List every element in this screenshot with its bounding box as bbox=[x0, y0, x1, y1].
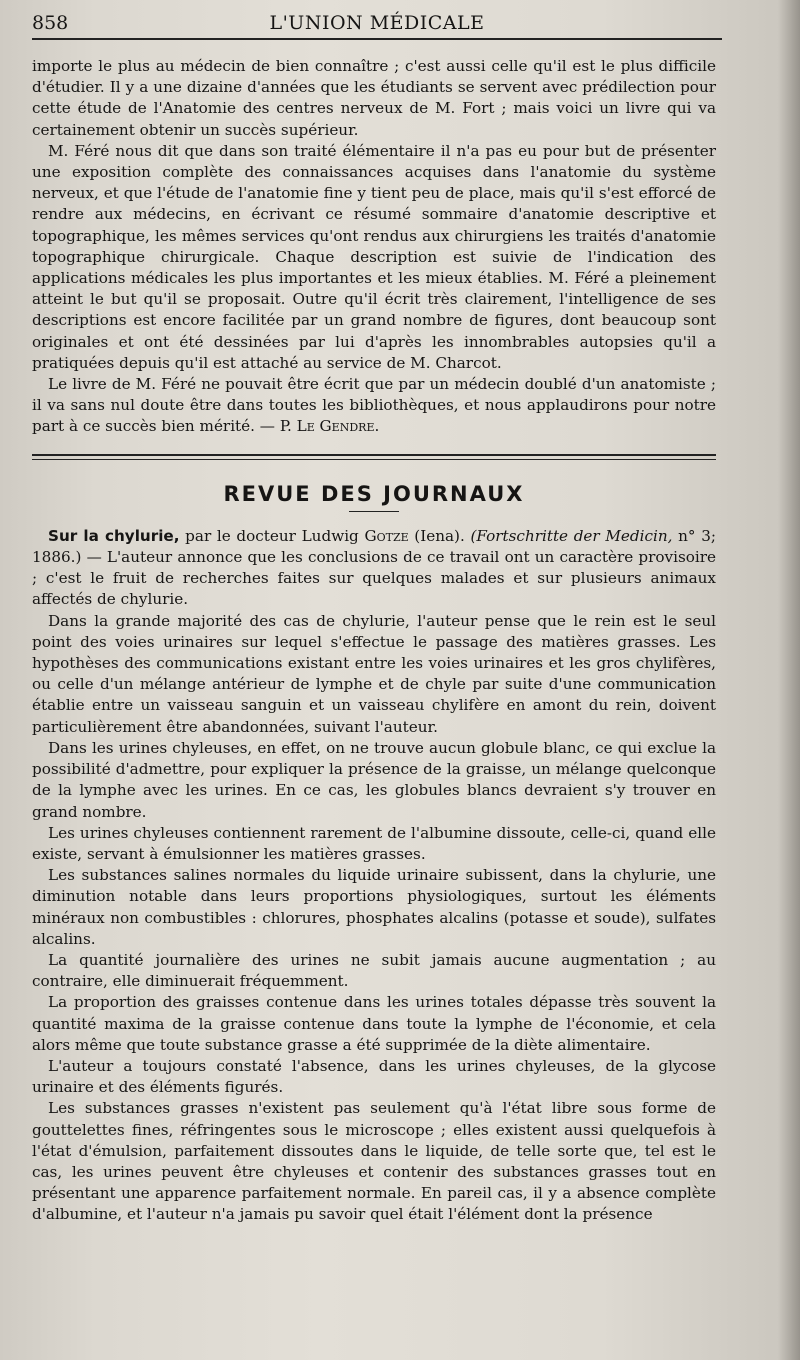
divider-thick-rule bbox=[32, 454, 716, 456]
page-number: 858 bbox=[32, 12, 69, 34]
article-place: (Iena). bbox=[408, 526, 471, 545]
running-header bbox=[32, 8, 722, 40]
heading-rule bbox=[349, 511, 399, 512]
article-paragraph: Les substances salines normales du liquide urinaire subissent, dans la chylurie, une diminution notable dans leurs proportions physiologiques, surtout les éléments minéraux non combustibles : chlorures, phosphates alcalins (potasse et soude), sulfates alcalins. bbox=[32, 866, 716, 948]
article-paragraph: Dans la grande majorité des cas de chylurie, l'auteur pense que le rein est le seul point des voies urinaires sur lequel s'effectue le passage des matières grasses. Les hypothèses des communications existant entre les voies urinaires et les gros chylifères, ou celle d'un mélange antérieur de lymphe et de chyle par suite d'une communication établie entre un vaisseau sanguin et un vaisseau chylifère en amont du rein, doivent particulièrement être abandonnées, suivant l'auteur. bbox=[32, 611, 716, 736]
article-citation: n° 3; 1886.) bbox=[32, 526, 716, 567]
article-paragraph: Les substances grasses n'existent pas seulement qu'à l'état libre sous forme de gouttelettes fines, réfringentes sous le microscope ; elles existent aussi quelquefois à l'état d'émulsion, parfaitement dissoutes dans le liquide, de telle sorte que, tel est le cas, les urines peuvent être chyleuses et contenir des substances grasses tout en présentant une apparence parfaitement normale. En pareil cas, il y a absence complète d'albumine, et l'auteur n'a jamais pu savoir quel était l'élément dont la présence bbox=[32, 1099, 716, 1224]
section-heading: REVUE DES JOURNAUX bbox=[223, 481, 525, 506]
review-closing-paragraph bbox=[32, 374, 716, 438]
article-paragraph: La quantité journalière des urines ne subit jamais aucune augmentation ; au contraire, elle diminuerait fréquemment. bbox=[32, 950, 716, 991]
article-paragraph: Les urines chyleuses contiennent rarement de l'albumine dissoute, celle-ci, quand elle existe, servant à émulsionner les matières grasses. bbox=[32, 823, 716, 863]
article-title: Sur la chylurie, bbox=[48, 526, 180, 545]
review-closing-text: Le livre de M. Féré ne pouvait être écrit que par un médecin doublé d'un anatomiste ; il va sans nul doute être dans toutes les bibliothèques, et nous applaudirons pour notre part à ce succès bien mérité. — P. bbox=[32, 375, 716, 436]
review-author: Le Gendre. bbox=[296, 417, 380, 436]
article-journal: (Fortschritte der Medicin, bbox=[470, 526, 673, 545]
article-paragraph: La proportion des graisses contenue dans les urines totales dépasse très souvent la quantité maxima de la graisse contenue dans toute la lymphe de l'économie, et cela alors même que toute substance grasse a été supprimée de la diète alimentaire. bbox=[32, 993, 716, 1054]
review-paragraph: M. Féré nous dit que dans son traité élémentaire il n'a pas eu pour but de présenter une exposition complète des connaissances acquises dans l'anatomie du système nerveux, et que l'étude de l'anatomie fine y tient peu de place, mais qu'il s'est efforcé de rendre aux médecins, en écrivant ce résumé sommaire d'anatomie descriptive et topographique, les mêmes services qu'ont rendus aux chirurgiens les traités d'anatomie topographique chirurgicale. Chaque description est suivie de l'indication des applications médicales les plus importantes et les mieux établies. M. Féré a pleinement atteint le but qu'il se proposait. Outre qu'il écrit très clairement, l'intelligence de ses descriptions est encore facilitée par un grand nombre de figures, dont beaucoup sont originales et ont été dessinées par lui d'après les innombrables autopsies qu'il a pratiquées depuis qu'il est attaché au service de M. Charcot. bbox=[32, 141, 716, 372]
article-author: Gotze bbox=[364, 526, 409, 545]
divider-thin-rule bbox=[32, 459, 716, 460]
page-edge-shadow bbox=[778, 0, 800, 1360]
article-paragraph: Dans les urines chyleuses, en effet, on ne trouve aucun globule blanc, ce qui exclue la possibilité d'admettre, pour expliquer la présence de la graisse, un mélange quelconque de la lymphe avec les urines. En ce cas, les globules blancs devraient s'y trouver en grand nombre. bbox=[32, 738, 716, 821]
page-body bbox=[32, 56, 716, 1226]
article-lead-paragraph bbox=[32, 526, 716, 611]
article-byline: par le docteur Ludwig bbox=[179, 526, 365, 545]
article-paragraph: L'auteur a toujours constaté l'absence, dans les urines chyleuses, de la glycose urinaire et des éléments figurés. bbox=[32, 1056, 716, 1097]
review-paragraph: importe le plus au médecin de bien connaître ; c'est aussi celle qu'il est le plus difficile d'étudier. Il y a une dizaine d'années que les étudiants se servent avec prédilection pour cette étude de l'Anatomie des centres nerveux de M. Fort ; mais voici un livre qui va certainement obtenir un succès supérieur. bbox=[32, 57, 716, 139]
article-lead-text: — L'auteur annonce que les conclusions de ce travail ont un caractère provisoire ; c'est le fruit de recherches faites sur quelques malades et sur plusieurs animaux affectés de chylurie. bbox=[32, 548, 716, 609]
journal-title: L'UNION MÉDICALE bbox=[269, 12, 485, 34]
section-divider bbox=[32, 454, 716, 460]
